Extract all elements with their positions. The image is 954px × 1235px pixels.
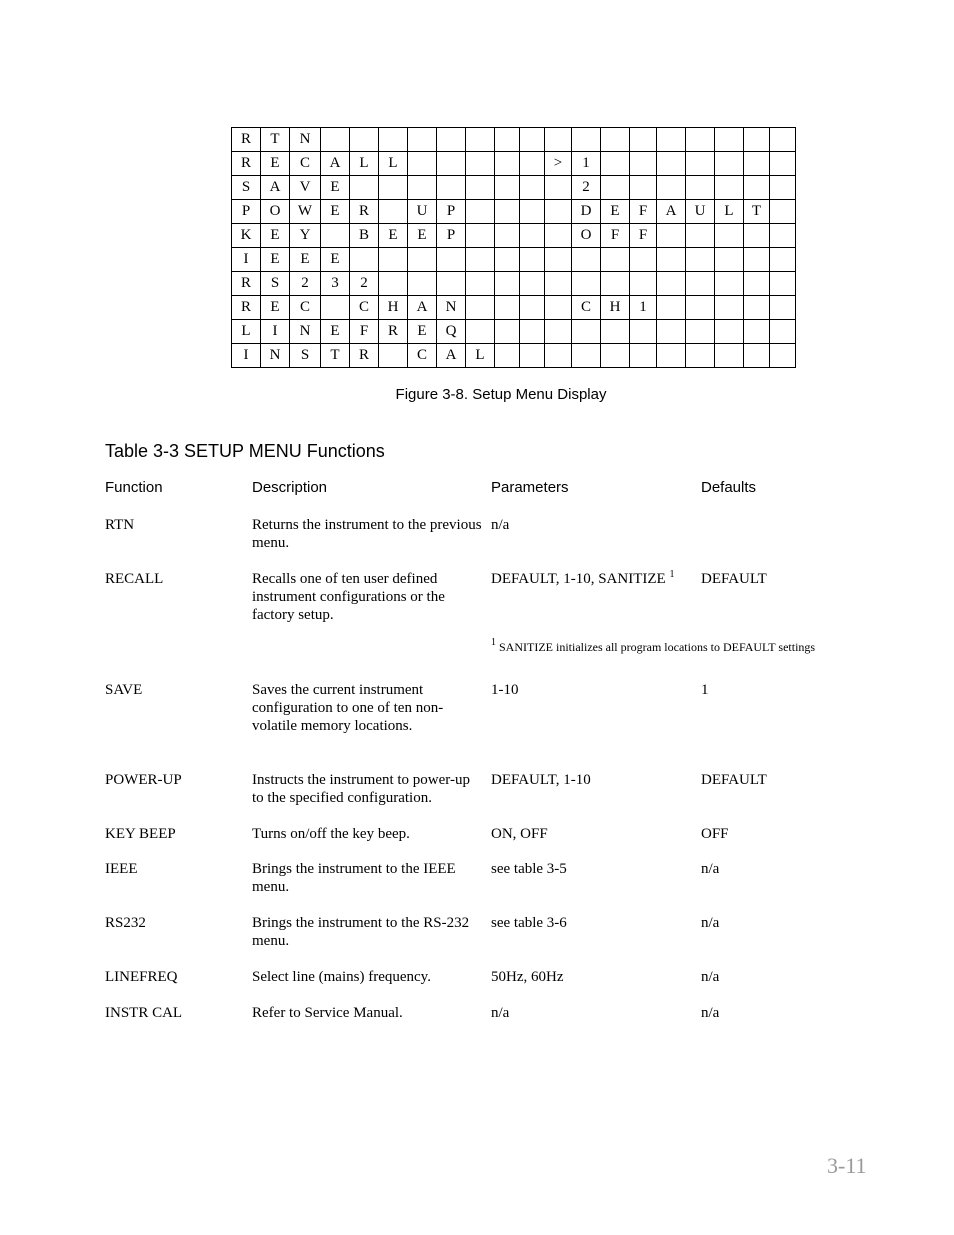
function-cell: SAVE: [105, 682, 143, 698]
lcd-cell: A: [321, 152, 350, 176]
lcd-cell: [520, 344, 545, 368]
lcd-cell: [770, 128, 796, 152]
lcd-cell: [715, 224, 744, 248]
lcd-cell: [437, 248, 466, 272]
lcd-cell: [601, 320, 630, 344]
description-cell: Refer to Service Manual.: [252, 1005, 403, 1021]
lcd-cell: W: [290, 200, 321, 224]
lcd-cell: R: [232, 128, 261, 152]
defaults-cell: n/a: [701, 861, 720, 877]
lcd-cell: [715, 152, 744, 176]
lcd-cell: [572, 248, 601, 272]
lcd-cell: [686, 152, 715, 176]
lcd-cell: [686, 296, 715, 320]
lcd-cell: [495, 320, 520, 344]
lcd-cell: [495, 296, 520, 320]
lcd-cell: [408, 176, 437, 200]
lcd-cell: N: [261, 344, 290, 368]
lcd-cell: [630, 320, 657, 344]
lcd-cell: [437, 176, 466, 200]
lcd-cell: [495, 224, 520, 248]
lcd-cell: [379, 344, 408, 368]
lcd-cell: P: [232, 200, 261, 224]
lcd-row: [232, 152, 796, 176]
lcd-cell: [466, 176, 495, 200]
lcd-cell: U: [686, 200, 715, 224]
lcd-cell: [744, 128, 770, 152]
lcd-cell: [437, 152, 466, 176]
lcd-cell: [520, 128, 545, 152]
lcd-row: [232, 296, 796, 320]
column-header-function: Function: [105, 479, 163, 496]
lcd-cell: H: [379, 296, 408, 320]
lcd-cell: K: [232, 224, 261, 248]
lcd-cell: [601, 176, 630, 200]
lcd-cell: [715, 128, 744, 152]
lcd-cell: O: [572, 224, 601, 248]
column-header-defaults: Defaults: [701, 479, 757, 496]
lcd-cell: [520, 224, 545, 248]
lcd-cell: F: [350, 320, 379, 344]
lcd-cell: L: [466, 344, 495, 368]
lcd-cell: [715, 296, 744, 320]
lcd-cell: [715, 248, 744, 272]
lcd-cell: [572, 128, 601, 152]
lcd-cell: [350, 128, 379, 152]
function-cell: POWER-UP: [105, 772, 182, 788]
lcd-cell: [657, 272, 686, 296]
lcd-cell: [657, 296, 686, 320]
lcd-row: [232, 272, 796, 296]
lcd-cell: [545, 344, 572, 368]
lcd-cell: [545, 200, 572, 224]
description-cell: Turns on/off the key beep.: [252, 826, 410, 842]
lcd-cell: [657, 152, 686, 176]
lcd-cell: B: [350, 224, 379, 248]
function-cell: INSTR CAL: [105, 1005, 183, 1021]
lcd-cell: [350, 176, 379, 200]
defaults-cell: n/a: [701, 915, 720, 931]
lcd-cell: E: [261, 152, 290, 176]
lcd-cell: [545, 128, 572, 152]
function-cell: RTN: [105, 517, 135, 533]
description-cell: Select line (mains) frequency.: [252, 969, 431, 985]
lcd-cell: [495, 344, 520, 368]
lcd-cell: A: [657, 200, 686, 224]
lcd-cell: [466, 320, 495, 344]
lcd-cell: 1: [572, 152, 601, 176]
lcd-cell: E: [321, 176, 350, 200]
lcd-cell: [545, 272, 572, 296]
lcd-cell: D: [572, 200, 601, 224]
lcd-cell: [630, 152, 657, 176]
lcd-cell: [744, 344, 770, 368]
lcd-cell: C: [290, 296, 321, 320]
lcd-cell: Q: [437, 320, 466, 344]
lcd-cell: [466, 152, 495, 176]
lcd-cell: [437, 128, 466, 152]
lcd-cell: [437, 272, 466, 296]
lcd-cell: N: [290, 128, 321, 152]
function-cell: RS232: [105, 915, 146, 931]
lcd-cell: [520, 296, 545, 320]
lcd-cell: C: [350, 296, 379, 320]
footnote-number: 1: [491, 637, 496, 648]
lcd-cell: [744, 248, 770, 272]
lcd-cell: [770, 248, 796, 272]
lcd-cell: E: [261, 248, 290, 272]
lcd-cell: [545, 320, 572, 344]
defaults-cell: OFF: [701, 826, 729, 842]
lcd-cell: [408, 152, 437, 176]
lcd-cell: [744, 176, 770, 200]
lcd-cell: I: [232, 344, 261, 368]
parameters-cell: [491, 570, 691, 588]
lcd-cell: [744, 272, 770, 296]
lcd-cell: [657, 128, 686, 152]
lcd-cell: [686, 272, 715, 296]
lcd-cell: [520, 152, 545, 176]
lcd-cell: [572, 320, 601, 344]
lcd-cell: [321, 128, 350, 152]
lcd-cell: [770, 200, 796, 224]
function-cell: IEEE: [105, 861, 138, 877]
lcd-cell: [657, 176, 686, 200]
lcd-cell: [545, 224, 572, 248]
lcd-cell: [572, 272, 601, 296]
lcd-cell: [379, 128, 408, 152]
lcd-cell: [770, 152, 796, 176]
lcd-cell: F: [630, 224, 657, 248]
lcd-cell: [744, 152, 770, 176]
lcd-cell: P: [437, 224, 466, 248]
lcd-cell: [657, 248, 686, 272]
lcd-cell: 3: [321, 272, 350, 296]
description-cell: Instructs the instrument to power-up to the specified configuration.: [252, 772, 470, 806]
lcd-cell: [601, 248, 630, 272]
lcd-cell: 2: [290, 272, 321, 296]
lcd-cell: R: [232, 152, 261, 176]
lcd-cell: A: [408, 296, 437, 320]
lcd-cell: C: [290, 152, 321, 176]
lcd-cell: [686, 248, 715, 272]
page-number: 3-11: [827, 1153, 867, 1178]
lcd-cell: [520, 320, 545, 344]
lcd-cell: [601, 272, 630, 296]
lcd-cell: E: [261, 224, 290, 248]
lcd-cell: [495, 128, 520, 152]
parameters-cell: 50Hz, 60Hz: [491, 969, 564, 985]
footnote: [491, 637, 816, 655]
lcd-row: [232, 344, 796, 368]
lcd-row: [232, 200, 796, 224]
footnote-marker: 1: [669, 569, 675, 580]
lcd-cell: E: [379, 224, 408, 248]
lcd-row: [232, 248, 796, 272]
lcd-cell: U: [408, 200, 437, 224]
lcd-cell: V: [290, 176, 321, 200]
lcd-cell: Y: [290, 224, 321, 248]
lcd-cell: L: [379, 152, 408, 176]
lcd-row: [232, 176, 796, 200]
defaults-cell: n/a: [701, 1005, 720, 1021]
lcd-cell: [495, 152, 520, 176]
lcd-cell: [379, 248, 408, 272]
lcd-cell: [466, 128, 495, 152]
lcd-row: [232, 128, 796, 152]
parameters-cell: n/a: [491, 1005, 510, 1021]
lcd-cell: E: [321, 248, 350, 272]
lcd-cell: [408, 272, 437, 296]
lcd-cell: [601, 152, 630, 176]
parameters-text: DEFAULT, 1-10, SANITIZE: [491, 571, 666, 587]
lcd-cell: E: [408, 224, 437, 248]
lcd-cell: [408, 248, 437, 272]
lcd-cell: [770, 272, 796, 296]
function-cell: LINEFREQ: [105, 969, 178, 985]
lcd-cell: [466, 200, 495, 224]
lcd-cell: [466, 272, 495, 296]
function-cell: RECALL: [105, 571, 164, 587]
description-cell: Brings the instrument to the RS-232 menu.: [252, 915, 470, 949]
lcd-cell: F: [630, 200, 657, 224]
lcd-cell: [495, 200, 520, 224]
lcd-cell: E: [321, 320, 350, 344]
lcd-cell: [545, 248, 572, 272]
description-cell: Saves the current instrument configuration to one of ten non-volatile memory locations.: [252, 682, 444, 734]
lcd-cell: R: [232, 272, 261, 296]
lcd-cell: E: [261, 296, 290, 320]
lcd-cell: [770, 224, 796, 248]
lcd-cell: [601, 128, 630, 152]
lcd-cell: [630, 128, 657, 152]
lcd-cell: [545, 296, 572, 320]
lcd-cell: R: [350, 200, 379, 224]
function-cell: KEY BEEP: [105, 826, 176, 842]
setup-menu-display-grid: [231, 127, 796, 368]
lcd-cell: T: [261, 128, 290, 152]
defaults-cell: DEFAULT: [701, 772, 767, 788]
lcd-cell: [715, 344, 744, 368]
lcd-cell: L: [232, 320, 261, 344]
lcd-cell: [715, 176, 744, 200]
parameters-cell: ON, OFF: [491, 826, 548, 842]
lcd-cell: [495, 248, 520, 272]
lcd-cell: [520, 200, 545, 224]
lcd-cell: T: [744, 200, 770, 224]
column-header-description: Description: [252, 479, 328, 496]
parameters-cell: n/a: [491, 517, 510, 533]
lcd-cell: [686, 128, 715, 152]
parameters-cell: see table 3-5: [491, 861, 567, 877]
lcd-cell: R: [350, 344, 379, 368]
parameters-cell: DEFAULT, 1-10: [491, 772, 591, 788]
lcd-cell: [657, 344, 686, 368]
description-cell: Recalls one of ten user defined instrument configurations or the factory setup.: [252, 571, 445, 623]
lcd-cell: E: [408, 320, 437, 344]
lcd-cell: [657, 224, 686, 248]
lcd-cell: H: [601, 296, 630, 320]
lcd-cell: N: [290, 320, 321, 344]
lcd-cell: L: [715, 200, 744, 224]
lcd-cell: [379, 176, 408, 200]
lcd-cell: N: [437, 296, 466, 320]
lcd-cell: [657, 320, 686, 344]
lcd-cell: [572, 344, 601, 368]
lcd-cell: [321, 224, 350, 248]
lcd-cell: C: [408, 344, 437, 368]
description-cell: Brings the instrument to the IEEE menu.: [252, 861, 456, 895]
lcd-cell: 2: [572, 176, 601, 200]
table-title: Table 3-3 SETUP MENU Functions: [105, 441, 385, 461]
lcd-cell: [466, 296, 495, 320]
lcd-cell: [686, 224, 715, 248]
footnote-text: SANITIZE initializes all program locations to DEFAULT settings: [499, 640, 816, 654]
lcd-cell: E: [290, 248, 321, 272]
lcd-cell: [520, 248, 545, 272]
lcd-cell: [770, 320, 796, 344]
lcd-cell: [630, 272, 657, 296]
lcd-cell: [350, 248, 379, 272]
lcd-cell: [686, 176, 715, 200]
lcd-cell: [601, 344, 630, 368]
lcd-cell: E: [321, 200, 350, 224]
lcd-row: [232, 320, 796, 344]
lcd-cell: [520, 176, 545, 200]
lcd-cell: 1: [630, 296, 657, 320]
lcd-cell: [520, 272, 545, 296]
lcd-cell: P: [437, 200, 466, 224]
lcd-cell: [545, 176, 572, 200]
lcd-cell: E: [601, 200, 630, 224]
lcd-cell: S: [232, 176, 261, 200]
lcd-cell: [630, 344, 657, 368]
lcd-cell: [630, 248, 657, 272]
lcd-cell: S: [261, 272, 290, 296]
lcd-cell: [770, 296, 796, 320]
lcd-cell: [495, 176, 520, 200]
lcd-row: [232, 224, 796, 248]
lcd-cell: [715, 272, 744, 296]
lcd-cell: 2: [350, 272, 379, 296]
parameters-cell: 1-10: [491, 682, 519, 698]
lcd-cell: O: [261, 200, 290, 224]
lcd-cell: C: [572, 296, 601, 320]
lcd-cell: [770, 344, 796, 368]
lcd-cell: [715, 320, 744, 344]
lcd-cell: I: [232, 248, 261, 272]
lcd-cell: [466, 224, 495, 248]
lcd-cell: F: [601, 224, 630, 248]
figure-caption: Figure 3-8. Setup Menu Display: [395, 386, 607, 403]
lcd-cell: [686, 320, 715, 344]
parameters-cell: see table 3-6: [491, 915, 567, 931]
lcd-cell: [744, 224, 770, 248]
lcd-cell: T: [321, 344, 350, 368]
lcd-cell: R: [379, 320, 408, 344]
lcd-cell: [686, 344, 715, 368]
defaults-cell: 1: [701, 682, 709, 698]
lcd-cell: >: [545, 152, 572, 176]
lcd-cell: [321, 296, 350, 320]
lcd-cell: I: [261, 320, 290, 344]
lcd-cell: [630, 176, 657, 200]
defaults-cell: n/a: [701, 969, 720, 985]
lcd-cell: A: [437, 344, 466, 368]
lcd-cell: [379, 200, 408, 224]
lcd-cell: [495, 272, 520, 296]
lcd-cell: R: [232, 296, 261, 320]
lcd-cell: [744, 296, 770, 320]
lcd-cell: L: [350, 152, 379, 176]
lcd-cell: [770, 176, 796, 200]
lcd-cell: [379, 272, 408, 296]
lcd-cell: [408, 128, 437, 152]
lcd-cell: A: [261, 176, 290, 200]
defaults-cell: DEFAULT: [701, 571, 767, 587]
lcd-cell: [744, 320, 770, 344]
lcd-cell: [466, 248, 495, 272]
column-header-parameters: Parameters: [491, 479, 569, 496]
lcd-cell: S: [290, 344, 321, 368]
description-cell: Returns the instrument to the previous menu.: [252, 517, 482, 551]
